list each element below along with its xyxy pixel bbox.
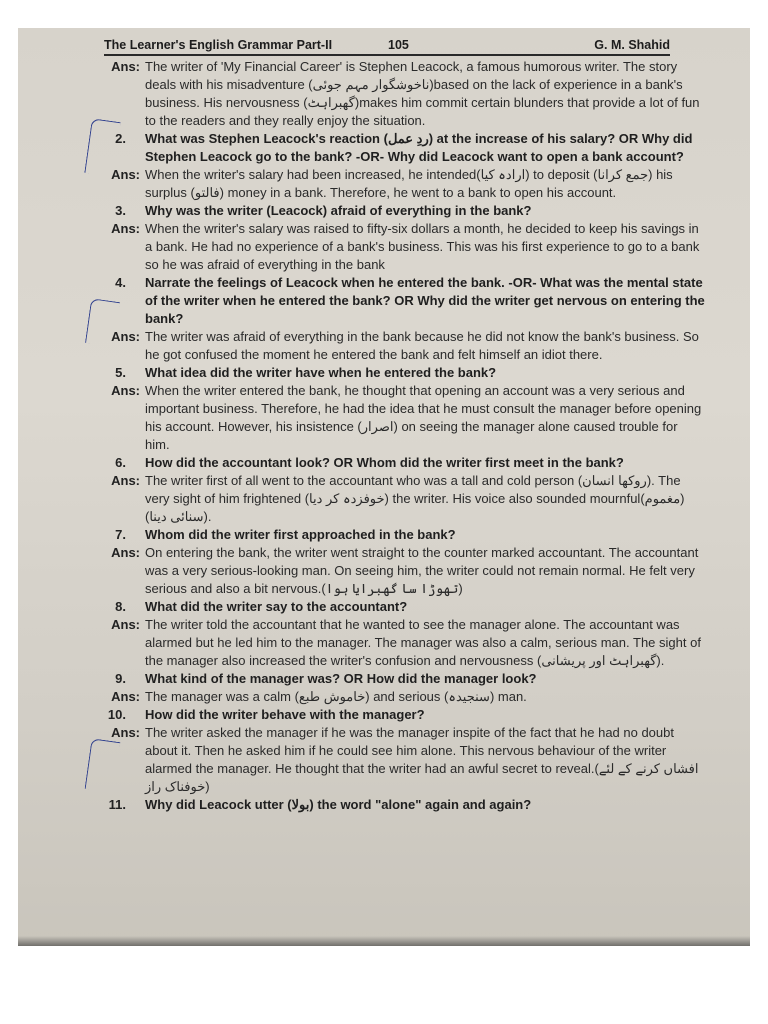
answer-item xyxy=(18,616,750,670)
answer-text: When the writer's salary had been increased, he intended(ارادہ کیا) to deposit (جمع کرانا) his surplus (فالتو) money in a bank. Therefore, he went to a bank to open his account. xyxy=(145,167,673,200)
answer-item xyxy=(18,724,750,796)
answer-label: Ans: xyxy=(111,689,140,704)
answer-label: Ans: xyxy=(111,383,140,398)
answer-text: When the writer entered the bank, he thought that opening an account was a very serious and important business. Therefore, he had the idea that he must consult the manager before opening his account. However, his insistence (اصرار) on seeing the manager alone caused trouble for him. xyxy=(145,383,702,452)
question-number: 5. xyxy=(115,365,126,380)
answer-label: Ans: xyxy=(111,617,140,632)
question-number: 2. xyxy=(115,131,126,146)
answer-text: The manager was a calm (خاموش طبع) and serious (سنجیدہ) man. xyxy=(145,689,527,704)
question-item xyxy=(18,670,750,688)
page-edge-shadow xyxy=(18,936,750,946)
page-number: 105 xyxy=(388,38,409,52)
answer-label: Ans: xyxy=(111,221,140,236)
question-item xyxy=(18,526,750,544)
answer-item xyxy=(18,328,750,364)
question-item xyxy=(18,202,750,220)
book-title: The Learner's English Grammar Part-II xyxy=(104,38,333,52)
question-text: What kind of the manager was? OR How did the manager look? xyxy=(145,671,537,686)
question-item xyxy=(18,364,750,382)
question-number: 7. xyxy=(115,527,126,542)
header-rule xyxy=(104,54,670,56)
question-item xyxy=(18,274,750,328)
answer-text: The writer of 'My Financial Career' is Stephen Leacock, a famous humorous writer. The story deals with his misadventure (ناخوشگوار مہم جوئی)based on the lack of experience in a bank's business. His nervousness (گھبراہٹ)makes him commit certain blunders that provide a lot of fun to the readers and they really enjoy the situation. xyxy=(145,59,700,128)
answer-item xyxy=(18,58,750,130)
question-number: 4. xyxy=(115,275,126,290)
book-page-photo xyxy=(18,28,750,946)
answer-text: The writer asked the manager if he was the manager inspite of the fact that he had no doubt about it. Then he asked him if he could see him alone. This nervous behaviour of the writer alarmed the manager. He thought that the writer had an awful secret to reveal.(افشاں کرنے کے لئے خوفناک راز) xyxy=(145,725,699,794)
question-number: 9. xyxy=(115,671,126,686)
question-number: 3. xyxy=(115,203,126,218)
question-text: Whom did the writer first approached in the bank? xyxy=(145,527,456,542)
question-item xyxy=(18,454,750,472)
answer-label: Ans: xyxy=(111,167,140,182)
answer-text: The writer told the accountant that he wanted to see the manager alone. The accountant was alarmed but he led him to the manager. The manager was also a calm, serious man. The sight of the manager also increased the writer's confusion and nervousness (گھبراہٹ اور پریشانی). xyxy=(145,617,701,668)
answer-item xyxy=(18,166,750,202)
answer-text: The writer was afraid of everything in the bank because he did not know the bank's business. So he got confused the moment he entered the bank and felt himself an idiot there. xyxy=(145,329,699,362)
pen-mark xyxy=(85,298,120,347)
question-text: What did the writer say to the accountant? xyxy=(145,599,408,614)
question-text: How did the accountant look? OR Whom did the writer first meet in the bank? xyxy=(145,455,624,470)
question-text: What idea did the writer have when he entered the bank? xyxy=(145,365,497,380)
question-text: Narrate the feelings of Leacock when he entered the bank. -OR- What was the mental state of the writer when he entered the bank? OR Why did the writer get nervous on entering the bank? xyxy=(145,275,705,326)
answer-text: On entering the bank, the writer went straight to the counter marked accountant. The accountant was a very serious-looking man. On seeing him, the writer could not remain normal. He felt very serious and also a bit nervous.(تھوڑا سا گھبرایا ہوا) xyxy=(145,545,699,596)
question-item xyxy=(18,130,750,166)
answer-item xyxy=(18,688,750,706)
question-text: Why was the writer (Leacock) afraid of everything in the bank? xyxy=(145,203,532,218)
question-text: What was Stephen Leacock's reaction (ردِ عمل) at the increase of his salary? OR Why did Stephen Leacock go to the bank? -OR- Why did Leacock want to open a bank account? xyxy=(145,131,693,164)
answer-label: Ans: xyxy=(111,329,140,344)
answer-text: When the writer's salary was raised to fifty-six dollars a month, he decided to keep his savings in a bank. He had no experience of a bank's business. This was his first experience to go to a bank so he was afraid of everything in the bank xyxy=(145,221,700,272)
question-number: 6. xyxy=(115,455,126,470)
author-name: G. M. Shahid xyxy=(594,38,670,52)
question-item xyxy=(18,706,750,724)
answer-item xyxy=(18,220,750,274)
answer-label: Ans: xyxy=(111,59,140,74)
answer-label: Ans: xyxy=(111,545,140,560)
question-number: 10. xyxy=(107,707,126,722)
question-item xyxy=(18,796,750,814)
question-text: How did the writer behave with the manager? xyxy=(145,707,425,722)
page-header xyxy=(104,36,670,56)
answer-item xyxy=(18,544,750,598)
question-number: 11. xyxy=(108,797,126,812)
question-text: Why did Leacock utter (بولا) the word "alone" again and again? xyxy=(145,797,532,812)
answer-text: The writer first of all went to the accountant who was a tall and cold person (روکھا انسان). The very sight of him frightened (خوفزدہ کر دیا) the writer. His voice also sounded mournful(مغموم) (سنائی دینا). xyxy=(145,473,685,524)
answer-item xyxy=(18,382,750,454)
question-item xyxy=(18,598,750,616)
qa-content xyxy=(18,58,750,814)
question-number: 8. xyxy=(115,599,126,614)
answer-item xyxy=(18,472,750,526)
answer-label: Ans: xyxy=(111,473,140,488)
answer-label: Ans: xyxy=(111,725,140,740)
